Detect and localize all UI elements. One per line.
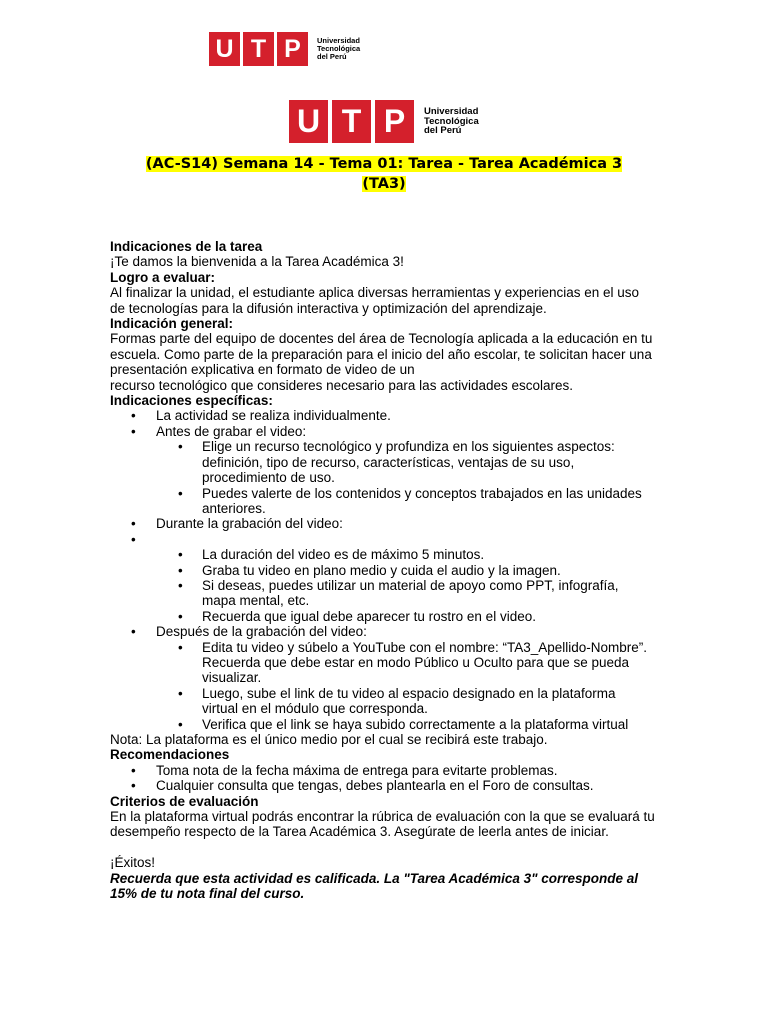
logo-letter-p: P <box>375 100 414 143</box>
logo-name-line: del Perú <box>424 125 462 137</box>
nota-text: Nota: La plataforma es el único medio por el cual se recibirá este trabajo. <box>110 732 548 747</box>
heading-criterios: Criterios de evaluación <box>110 793 259 809</box>
list-item: • Elige un recurso tecnológico y profundiza en los siguientes aspectos: definición, tipo de recurso, características, ventajas de su uso, procedimiento de uso. <box>110 439 655 485</box>
task-content <box>110 239 655 901</box>
list-item: • La duración del video es de máximo 5 minutos. <box>110 547 655 562</box>
logo-letter-u: U <box>209 32 240 66</box>
heading-logro: Logro a evaluar: <box>110 269 216 285</box>
title-line-2: (TA3) <box>362 176 406 192</box>
list-item: • Durante la grabación del video: <box>110 516 655 531</box>
page-title <box>100 154 668 194</box>
list-item: • Cualquier consulta que tengas, debes plantearla en el Foro de consultas. <box>110 778 655 793</box>
list-item: • La actividad se realiza individualmente. <box>110 408 655 423</box>
logo-name-line: Tecnológica <box>317 44 361 54</box>
list-item: • Recuerda que igual debe aparecer tu rostro en el video. <box>110 609 655 624</box>
title-line-1: (AC-S14) Semana 14 - Tema 01: Tarea - Tarea Académica 3 <box>145 156 623 172</box>
heading-especificas: Indicaciones específicas: <box>110 393 273 409</box>
list-item: • Toma nota de la fecha máxima de entrega para evitarte problemas. <box>110 763 655 778</box>
logo-name-line: del Perú <box>317 51 347 61</box>
utp-logo-main <box>289 100 479 143</box>
list-item: • Antes de grabar el video: <box>110 424 655 439</box>
list-item: • Verifica que el link se haya subido correctamente a la plataforma virtual <box>110 717 655 732</box>
specific-list <box>110 408 655 732</box>
logo-letter-t: T <box>332 100 371 143</box>
logo-name-line: Universidad <box>317 36 360 46</box>
welcome-text: ¡Te damos la bienvenida a la Tarea Académica 3! <box>110 254 404 270</box>
logro-text: Al finalizar la unidad, el estudiante aplica diversas herramientas y experiencias en el uso de tecnologías para la difusión interactiva y optimización del aprendizaje. <box>110 285 640 316</box>
list-item <box>110 532 655 547</box>
heading-indicaciones: Indicaciones de la tarea <box>110 239 263 254</box>
list-item: • Después de la grabación del video: <box>110 624 655 639</box>
logo-university-name <box>424 107 479 137</box>
exitos-text: ¡Éxitos! <box>110 855 156 871</box>
logo-name-line: Tecnológica <box>424 115 479 127</box>
logo-letter-u: U <box>289 100 328 143</box>
list-item: • Edita tu video y súbelo a YouTube con el nombre: “TA3_Apellido-Nombre”. Recuerda que debe estar en modo Público u Oculto para que se pueda visualizar. <box>110 640 655 686</box>
list-item: • Puedes valerte de los contenidos y conceptos trabajados en las unidades anteriores. <box>110 486 655 517</box>
logo-name-line: Universidad <box>424 105 479 117</box>
list-item: • Si deseas, puedes utilizar un material de apoyo como PPT, infografía, mapa mental, etc. <box>110 578 655 609</box>
list-item: • Luego, sube el link de tu video al espacio designado en la plataforma virtual en el módulo que corresponda. <box>110 686 655 717</box>
general-text-2: recurso tecnológico que consideres necesario para las actividades escolares. <box>110 377 574 393</box>
criterios-text: En la plataforma virtual podrás encontrar la rúbrica de evaluación con la que se evaluará tu desempeño respecto de la Tarea Académica 3. Asegúrate de leerla antes de iniciar. <box>110 809 655 840</box>
logo-university-name <box>317 37 360 61</box>
logo-letter-t: T <box>243 32 274 66</box>
recommendations-list <box>110 763 655 794</box>
general-text-1: Formas parte del equipo de docentes del área de Tecnología aplicada a la educación en tu escuela. Como parte de la preparación para el inicio del año escolar, te solicitan hacer una presentación explicativa en formato de video de un <box>110 331 653 378</box>
heading-recomendaciones: Recomendaciones <box>110 747 230 763</box>
heading-general: Indicación general: <box>110 316 234 332</box>
logo-letter-p: P <box>277 32 308 66</box>
utp-logo-small <box>209 32 360 66</box>
list-item: • Graba tu video en plano medio y cuida el audio y la imagen. <box>110 563 655 578</box>
final-note: Recuerda que esta actividad es calificada. La "Tarea Académica 3" corresponde al 15% de tu nota final del curso. <box>110 870 639 902</box>
